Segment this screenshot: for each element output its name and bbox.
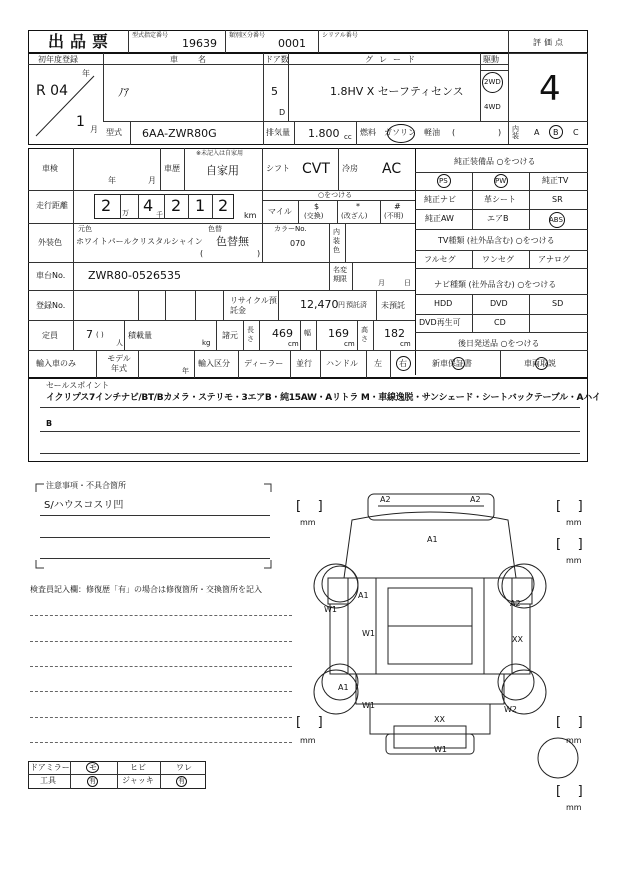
cc-label: 排気量	[266, 128, 290, 137]
divider	[40, 558, 270, 559]
mileage-dollar: $	[314, 202, 320, 211]
mileage-digit-3: 2	[171, 196, 182, 215]
divider	[415, 294, 588, 295]
mark-a2-front-left: A2	[380, 495, 391, 504]
mm-top-right: mm	[566, 518, 582, 527]
divider	[316, 320, 317, 350]
mileage-mile: マイル	[268, 207, 292, 216]
mm-foot-right: mm	[566, 803, 582, 812]
divider	[223, 290, 224, 320]
history: 自家用	[206, 164, 239, 177]
color-no: 070	[290, 239, 306, 248]
divider	[472, 294, 473, 332]
divider	[117, 761, 118, 789]
dashed-line	[30, 742, 292, 743]
length-cm: cm	[288, 340, 299, 348]
chassis: ZWR80-0526535	[88, 269, 182, 282]
notes-label: 注意事項・不具合箇所	[46, 481, 126, 490]
recycle-amount: 12,470	[300, 298, 339, 311]
eq-pw: PW	[495, 177, 507, 185]
reg-label: 初年度登録	[38, 55, 78, 64]
divider	[508, 121, 588, 122]
reg-no-label: 登録No.	[36, 301, 66, 310]
notes-bracket	[26, 480, 281, 570]
eq-ps: PS	[439, 177, 448, 185]
cc-unit: cc	[344, 133, 352, 141]
divider	[40, 453, 580, 454]
car-name-label: 車名	[170, 55, 226, 64]
height: 182	[384, 327, 405, 340]
import-dealer: ディーラー	[244, 359, 284, 368]
divider	[472, 250, 473, 268]
door-suffix: D	[279, 108, 286, 117]
recycle-done: 預託済	[346, 301, 367, 309]
divider	[262, 148, 263, 190]
later-warranty: 新車保証書	[432, 359, 472, 368]
shift: CVT	[302, 161, 330, 177]
grade-score-label: 評価点	[533, 38, 566, 47]
tool-label: 工具	[40, 776, 56, 785]
tv-full: フルセグ	[424, 255, 456, 264]
tool-val: 有	[89, 777, 96, 785]
divider	[165, 290, 166, 320]
divider	[120, 194, 121, 219]
navi-hdd: HDD	[434, 299, 453, 308]
tool-hibi: ヒビ	[130, 763, 146, 772]
navi-cd: CD	[494, 318, 506, 327]
sales-line-1: イクリプス7インチナビ/BT/Bカメラ・ステリモ・3エアB・純15AW・Aリトラ M・車線逸脱・サンシェード・シートバックテーブル・Aハイ	[46, 393, 601, 403]
shift-label: シフト	[266, 164, 290, 173]
divider	[238, 350, 239, 378]
mark-w1-left-edge: W1	[324, 605, 337, 614]
fuel-paren-close: )	[498, 128, 502, 137]
shaken-year: 年	[108, 176, 116, 185]
doors: 5	[271, 85, 278, 98]
navi-sd: SD	[552, 299, 564, 308]
divider	[160, 761, 161, 789]
divider	[415, 209, 588, 210]
year-mark: 年	[82, 69, 90, 78]
divider	[40, 407, 580, 408]
mirror-circle	[86, 762, 99, 773]
mileage-man: 万	[122, 209, 129, 217]
mileage-digit-1: 2	[101, 196, 112, 215]
sales-line-2: B	[46, 419, 53, 428]
interior-a: A	[534, 128, 540, 137]
divider	[70, 761, 71, 789]
tool-ware: ワレ	[176, 763, 192, 772]
navi-title: ナビ種類 (社外品含む) ○をつける	[434, 280, 557, 289]
load-label: 積載量	[128, 331, 152, 340]
divider	[356, 121, 357, 145]
fuel-paren-open: (	[452, 128, 456, 137]
divider	[415, 314, 588, 315]
doors-label: ドア数	[265, 55, 289, 64]
sales-frame	[28, 378, 588, 462]
color-label: 外装色	[38, 238, 62, 247]
divider	[415, 268, 588, 269]
era-year: R 04	[36, 83, 68, 99]
divider	[138, 290, 139, 320]
divider	[128, 30, 129, 53]
load-kg: kg	[202, 339, 211, 347]
height-cm: cm	[400, 340, 411, 348]
divider	[300, 320, 301, 350]
paren-close: )	[257, 249, 261, 258]
divider	[338, 148, 339, 190]
tv-analog: アナログ	[538, 255, 570, 264]
mileage-km: km	[244, 211, 257, 220]
later-manual: 車両取説	[524, 359, 556, 368]
divider	[160, 148, 161, 190]
divider	[415, 190, 588, 191]
divider	[130, 121, 131, 145]
divider	[138, 350, 139, 378]
dashed-line	[30, 691, 292, 692]
inspector-label: 検査員記入欄：修復歴「有」の場合は修復箇所・交換箇所を記入	[30, 585, 262, 594]
divider	[212, 194, 213, 219]
shaken-month: 月	[148, 176, 156, 185]
mark-w1-left-rear: W1	[362, 701, 375, 710]
fuel-light-oil: 軽油	[424, 128, 440, 137]
divider	[259, 320, 260, 350]
class-no-label: 類別区分番号	[229, 32, 266, 39]
divider	[529, 172, 530, 229]
interior-b: B	[553, 128, 559, 137]
width-cm: cm	[344, 340, 355, 348]
divider	[298, 200, 299, 223]
orig-color-label: 元色	[78, 225, 92, 233]
divider	[415, 250, 588, 251]
divider	[480, 70, 508, 71]
tv-one: ワンセグ	[482, 255, 514, 264]
bracket-bottom-right: [ ]	[556, 715, 583, 730]
divider	[390, 350, 391, 378]
divider	[124, 320, 125, 350]
recycle-unit: 円	[338, 301, 345, 309]
shaken-label: 車検	[42, 164, 58, 173]
divider	[318, 30, 319, 53]
divider	[40, 537, 270, 538]
dashed-line	[30, 615, 292, 616]
grade: 1.8HV X セーフティセンス	[330, 85, 464, 98]
divider	[337, 200, 338, 223]
divider	[415, 148, 416, 375]
repaint-label: 色替	[208, 225, 222, 233]
divider	[320, 350, 321, 378]
interior-label: 内装	[512, 125, 519, 140]
later-warranty-circle	[452, 357, 465, 370]
type-no-value: 19639	[182, 37, 217, 50]
cc: 1.800	[308, 127, 340, 140]
divider	[164, 194, 165, 219]
divider	[28, 290, 415, 291]
dashed-line	[30, 641, 292, 642]
history-label: 車歴	[164, 164, 180, 173]
capacity-person: 人	[116, 339, 123, 347]
mark-a1-left-rear: A1	[338, 683, 349, 692]
import-parallel: 並行	[296, 359, 312, 368]
eq-abs: ABS	[549, 216, 563, 224]
equipment-title: 純正装備品 ○をつける	[454, 157, 536, 166]
divider	[184, 148, 185, 190]
name-change-day: 日	[404, 279, 411, 287]
divider	[103, 53, 104, 121]
tv-title: TV種類 (社外品含む) ○をつける	[438, 236, 555, 245]
class-no-value: 0001	[278, 37, 306, 50]
mark-a1-left-front: A1	[358, 591, 369, 600]
mileage-sen: 千	[156, 211, 163, 219]
mileage-unknown: (不明)	[384, 212, 404, 220]
capacity-paren: ( )	[96, 331, 104, 339]
page-title: 出品票	[48, 32, 115, 51]
mark-a2-front-right: A2	[470, 495, 481, 504]
model-year-label: モデル年式	[107, 354, 131, 373]
paren-open: (	[200, 249, 204, 258]
divider	[278, 290, 279, 320]
divider	[138, 194, 139, 219]
tool-mirror-val: モ	[89, 763, 97, 772]
length-label: 長さ	[247, 326, 254, 343]
serial-label: シリアル番号	[322, 32, 358, 39]
handle-left: 左	[374, 359, 382, 368]
dims-label: 諸元	[222, 331, 238, 340]
divider	[195, 290, 196, 320]
divider	[472, 172, 473, 229]
divider	[40, 431, 580, 432]
divider	[194, 350, 195, 378]
divider	[96, 350, 97, 378]
capacity-label: 定員	[42, 331, 58, 340]
exterior-color: ホワイトパールクリスタルシャイン	[76, 237, 203, 246]
mark-a2-right-front: A2	[510, 599, 521, 608]
mileage-star: *	[356, 202, 360, 211]
divider	[366, 350, 367, 378]
recycle-not: 未預託	[381, 301, 405, 310]
divider	[376, 290, 377, 320]
divider	[188, 194, 189, 219]
reg-month: 1	[76, 114, 85, 130]
bracket-mid-right: [ ]	[556, 537, 583, 552]
capacity: 7	[86, 328, 93, 341]
divider	[262, 200, 415, 201]
jack-label: ジャッキ	[122, 776, 154, 785]
dashed-line	[30, 666, 292, 667]
model-year-unit: 年	[182, 367, 189, 375]
mark-w1-left-door: W1	[362, 629, 375, 638]
divider	[508, 53, 588, 54]
fuel-label: 燃料	[360, 128, 376, 137]
mark-xx-right-door: XX	[512, 635, 523, 644]
divider	[263, 53, 264, 145]
navi-dvd: DVD	[490, 299, 508, 308]
repaint-value: 色替無	[216, 235, 249, 248]
mark-a1-hood: A1	[427, 535, 438, 544]
recycle-label: リサイクル預託金	[230, 296, 277, 315]
grade-score: 4	[539, 69, 561, 109]
model: 6AA-ZWR80G	[142, 127, 217, 140]
cooler-label: 冷房	[342, 164, 358, 173]
divider	[345, 223, 346, 262]
mileage-digit-5: 2	[218, 196, 229, 215]
mileage-altered: (改ざん)	[341, 212, 368, 220]
bracket-bottom-left: [ ]	[296, 715, 323, 730]
type-no-label: 型式指定番号	[132, 32, 169, 39]
divider	[262, 223, 263, 262]
dashed-line	[30, 717, 292, 718]
divider	[480, 53, 481, 121]
divider	[288, 53, 289, 121]
interior-c: C	[573, 128, 579, 137]
grade-label: グレード	[365, 55, 421, 64]
width: 169	[328, 327, 349, 340]
car-name: ﾉｱ	[118, 86, 129, 99]
drive-2wd: 2WD	[484, 78, 501, 86]
int-color-label: 内装色	[333, 228, 340, 254]
eq-navi: 純正ナビ	[424, 195, 456, 204]
divider	[357, 320, 358, 350]
color-no-label: カラーNo.	[274, 225, 307, 233]
mileage-exchange: (交換)	[304, 212, 324, 220]
divider	[262, 190, 263, 223]
mark-w1-rear-bumper: W1	[434, 745, 447, 754]
model-label: 型式	[106, 128, 122, 137]
divider	[329, 223, 330, 262]
eq-sr: SR	[552, 195, 563, 204]
chassis-label: 車台No.	[36, 271, 66, 280]
sales-label: セールスポイント	[46, 381, 110, 390]
handle-label: ハンドル	[326, 359, 358, 368]
mark-w2-right-rear: W2	[504, 705, 517, 714]
divider	[28, 262, 415, 263]
divider	[28, 350, 588, 351]
height-label: 高さ	[361, 326, 368, 343]
car-diagram	[290, 486, 600, 816]
divider	[380, 200, 381, 223]
eq-tv: 純正TV	[542, 176, 569, 185]
mileage-label: 走行距離	[36, 201, 68, 210]
divider	[216, 320, 217, 350]
name-change-label: 名変期限	[333, 266, 347, 283]
mileage-digit-2: 4	[143, 196, 154, 215]
tool-mirror-label: ドアミラー	[30, 763, 70, 772]
divider	[415, 332, 588, 333]
mark-xx-rear: XX	[434, 715, 445, 724]
fuel-gasoline: ガソリン	[384, 128, 416, 137]
divider	[28, 190, 415, 191]
mm-bottom-right: mm	[566, 736, 582, 745]
notes-line-1: S/ハウスコスリ凹	[44, 500, 124, 511]
divider	[373, 320, 374, 350]
divider	[329, 262, 330, 290]
divider	[500, 350, 501, 378]
history-note: ※未記入は自家用	[196, 150, 244, 157]
divider	[415, 229, 588, 230]
eq-aw: 純正AW	[425, 214, 454, 223]
width-label: 幅	[304, 329, 311, 337]
mileage-circle-note: ○をつける	[318, 191, 353, 199]
handle-right: 右	[399, 359, 407, 368]
bracket-top-right: [ ]	[556, 499, 583, 514]
divider	[73, 148, 74, 350]
cooler: AC	[382, 161, 402, 177]
divider	[415, 172, 588, 173]
divider	[28, 223, 415, 224]
divider	[529, 294, 530, 332]
divider	[352, 262, 353, 290]
jack-val: 有	[178, 777, 185, 785]
later-title: 後日発送品 ○をつける	[458, 339, 540, 348]
eq-airbag: エアB	[487, 214, 509, 223]
length: 469	[272, 327, 293, 340]
mileage-hash: #	[394, 202, 401, 211]
month-mark: 月	[90, 125, 98, 134]
drive-label: 駆動	[483, 55, 499, 64]
divider	[243, 320, 244, 350]
eq-leather: 革シート	[484, 195, 516, 204]
import-type-label: 輸入区分	[198, 359, 230, 368]
divider	[294, 121, 295, 145]
import-label: 輸入車のみ	[36, 359, 76, 368]
divider	[40, 515, 270, 516]
navi-dvd-play: DVD再生可	[419, 318, 461, 327]
divider	[529, 250, 530, 268]
mm-mid-right: mm	[566, 556, 582, 565]
bracket-top-left: [ ]	[296, 499, 323, 514]
mileage-digit-4: 1	[195, 196, 206, 215]
drive-4wd: 4WD	[484, 103, 501, 111]
bracket-foot-right: [ ]	[556, 784, 583, 799]
mm-top-left: mm	[300, 518, 316, 527]
divider	[290, 350, 291, 378]
name-change-month: 月	[378, 279, 385, 287]
mm-bottom-left: mm	[300, 736, 316, 745]
divider	[103, 121, 508, 122]
divider	[225, 30, 226, 53]
later-manual-circle	[535, 357, 548, 370]
